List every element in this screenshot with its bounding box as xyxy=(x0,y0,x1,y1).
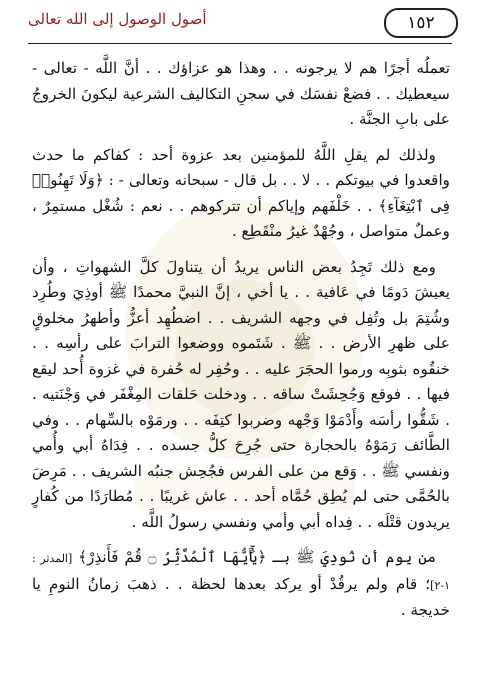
paragraph-4-tail: ؛ قام ولم يرقُدْ أو يركد بعدها لحظة . . ذهبَ زمانُ النومِ يا خديجة . xyxy=(32,574,450,619)
paragraph-1: تعملُه أجرًا هم لا يرجونه . . وهذا هو عزاؤك . . أنَّ اللَّه - تعالى - سيعطيك . . فضعْ نفسَك في سجنِ التكاليف الشرعية ليكونَ الخروجُ على بابِ الجنَّة . xyxy=(32,59,450,128)
paragraph-4 xyxy=(32,545,450,624)
book-title: أصول الوصول إلى الله تعالى xyxy=(28,10,207,28)
page-number: ١٥٢ xyxy=(384,8,458,38)
paragraph-2: ولذلك لم يقلِ اللَّهُ للمؤمنين بعد عزوة أحد : كفاكم ما حدث واقعدوا في بيوتكم . . لا . . بل قال - سبحانه وتعالى - : ﴿وَلَا تَهِنُوا۟ فِى ٱبْتِغَآءِ﴾ . . خَلْفَهم وإياكم أن تتركوهم . . نعم : شُغْل مستمِرٌ ، وعملٌ متواصل ، وجُهْدٌ غيرُ منْقَطِع . xyxy=(32,145,450,240)
paragraph-3: ومع ذلك تَجِدُ بعض الناس يريدُ أن يتناولَ كلَّ الشهواتِ ، وأن يعيشَ دَومًا في عَافية . . يا أخي ، إنَّ النبيَّ محمدًا ﷺ أوذِيَ وطُرِد وشُتِمَ بل وتُفِل في وجهه الشريف . . اضطُهِد أعزُّ وأطهرُ مخلوقٍ على ظهرِ الأرض . . ﷺ . شَتَموه ووضعوا الترابَ على رأسِه . . خنقُوه بثوبِه ورموا الحجَرَ عليه . . وحُفِر له حُفرة في غزوة أُحد ليقع فيها . . فوقع وَجُحِشَتْ ساقه . . ودخلت حَلقات المِغْفَر في وَجْنَتيه . . شَقُّوا رأسَه وأَدْمَوْا وَجْهه وضربوا كتِفَه . . ورمَوْه بالسِّهام . . وفي الطَّائف رَمَوْهُ بالحجارة حتى جُرِحَ كلُّ جسده . . فِدَاهُ أبي وأُمي ونفسي ﷺ . . وَقع من على الفرس فجُحِش جنبُه الشريف . . مَرِضَ بالحُمَّى حتى لم يُطِق حُمَّاه أحد . . عاش غريبًا . . مُطارَدًا من كُفارٍ يريدون قتْلَه . . فِداه أبي وأمي ونفسي رسولُ اللَّه . xyxy=(32,257,450,531)
page-header xyxy=(0,0,480,44)
quran-citation: [المدثر : ١-٢] xyxy=(32,552,450,592)
page-body xyxy=(32,56,450,634)
header-rule xyxy=(28,43,452,44)
paragraph-4-text: من يوم أن نُودِيَ ﷺ بـ ﴿يَٰٓأَيُّهَا ٱلْمُدَّثِّرُ ۝ قُمْ فَأَنذِرْ﴾ xyxy=(78,548,437,566)
